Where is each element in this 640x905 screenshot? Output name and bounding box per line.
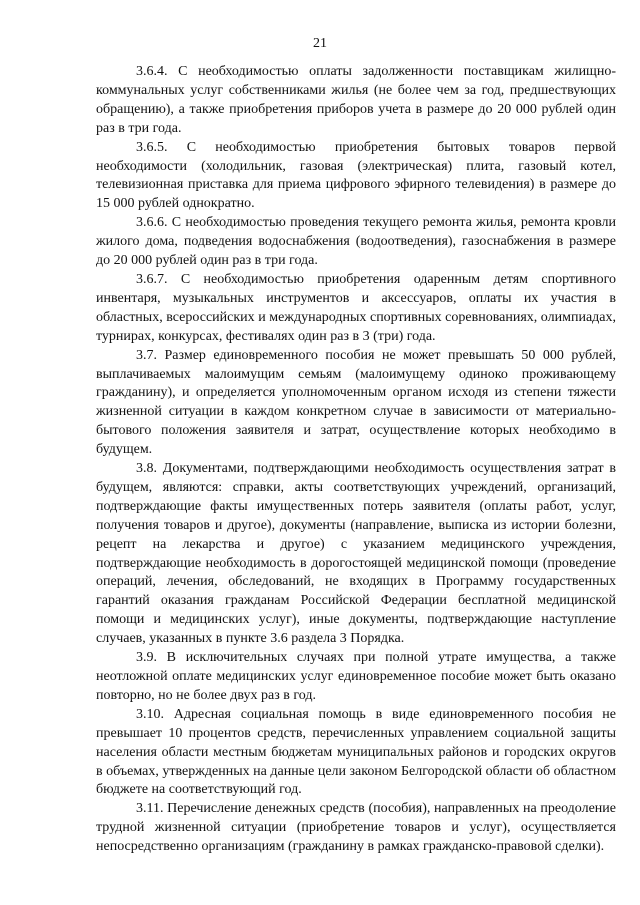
paragraph-3-6-4: 3.6.4. С необходимостью оплаты задолженности поставщикам жилищно-коммунальных услуг собственниками жилья (не более чем за год, предшествующих обращению), а также приобретения приборов учета в размере до 20 000 рублей один раз в три года. — [96, 64, 616, 136]
paragraph-3-9: 3.9. В исключительных случаях при полной утрате имущества, а также неотложной оплате медицинских услуг единовременное пособие может быть оказано повторно, но не более двух раз в год. — [96, 650, 616, 703]
paragraph-3-8: 3.8. Документами, подтверждающими необходимость осуществления затрат в будущем, являются: справки, акты соответствующих учреждений, организаций, подтверждающие факты имущественных потерь заявителя (оплаты работ, услуг, получения товаров и другое), документы (направление, выписка из истории болезни, рецепт на лекарства и другое) с указанием медицинского учреждения, подтверждающие необходимость в дорогостоящей медицинской помощи (проведение операций, лечения, обследований, не входящих в Программу государственных гарантий оказания гражданам Российской Федерации бесплатной медицинской помощи и медицинских услуг), иные документы, подтверждающие наступление случаев, указанных в пункте 3.6 раздела 3 Порядка. — [96, 461, 616, 647]
page-number: 21 — [313, 36, 327, 51]
paragraph-3-6-7: 3.6.7. С необходимостью приобретения одаренным детям спортивного инвентаря, музыкальных инструментов и аксессуаров, оплаты их участия в областных, всероссийских и международных спортивных соревнованиях, олимпиадах, турнирах, конкурсах, фестивалях один раз в 3 (три) года. — [96, 271, 616, 344]
paragraph-3-11: 3.11. Перечисление денежных средств (пособия), направленных на преодоление трудной жизненной ситуации (приобретение товаров и услуг), осуществляется непосредственно организациям (гражданину в рамках гражданско-правовой сделки). — [96, 801, 616, 855]
paragraph-3-10: 3.10. Адресная социальная помощь в виде единовременного пособия не превышает 10 процентов средств, перечисленных управлением социальной защиты населения области местным бюджетам муниципальных районов и городских округов в объемах, утвержденных на данные цели законом Белгородской области об областном бюджете на соответствующий год. — [96, 706, 616, 798]
document-body — [96, 63, 616, 857]
paragraph-3-7: 3.7. Размер единовременного пособия не может превышать 50 000 рублей, выплачиваемых малоимущим семьям (малоимущему одиноко проживающему гражданину), и определяется уполномоченным органом исходя из степени тяжести жизненной ситуации в каждом конкретном случае в зависимости от материально-бытового положения заявителя и затрат, осуществление которых необходимо в будущем. — [96, 347, 616, 458]
paragraph-3-6-6: 3.6.6. С необходимостью проведения текущего ремонта жилья, ремонта кровли жилого дома, подведения водоснабжения (водоотведения), газоснабжения в размере до 20 000 рублей один раз в три года. — [96, 215, 616, 269]
paragraph-3-6-5: 3.6.5. С необходимостью приобретения бытовых товаров первой необходимости (холодильник, газовая (электрическая) плита, газовый котел, телевизионная приставка для приема цифрового эфирного телевидения) в размере до 15 000 рублей однократно. — [96, 139, 616, 212]
